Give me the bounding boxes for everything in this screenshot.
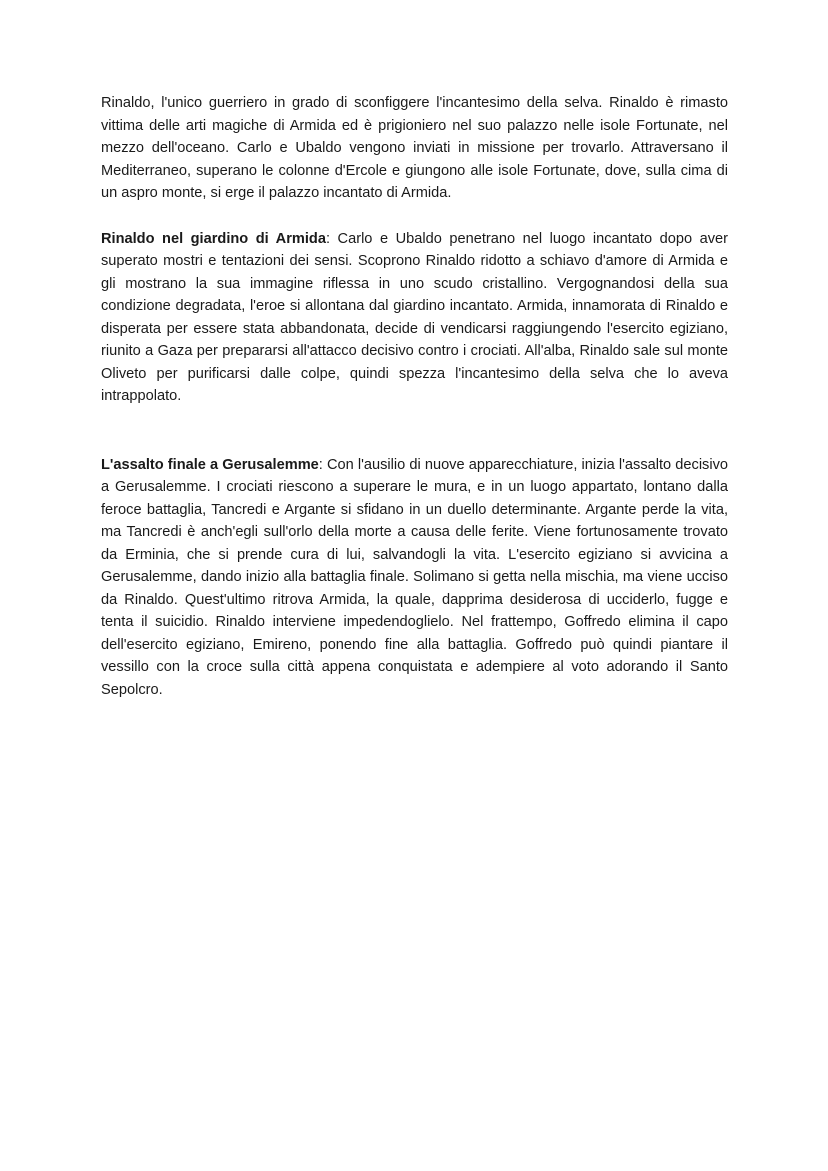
paragraph-assalto-finale: [101, 454, 728, 702]
paragraph-1-text: Rinaldo, l'unico guerriero in grado di sconfiggere l'incantesimo della selva. Rinaldo è rimasto vittima delle arti magiche di Armida ed è prigioniero nel suo palazzo nelle isole Fortunate, nel mezzo dell'oceano. Carlo e Ubaldo vengono inviati in missione per trovarlo. Attraversano il Mediterraneo, superano le colonne d'Ercole e giungono alle isole Fortunate, dove, sulla cima di un aspro monte, si erge il palazzo incantato di Armida.: [101, 95, 728, 201]
paragraph-giardino-armida: [101, 228, 728, 408]
paragraph-spacer: [101, 408, 728, 454]
section-heading-giardino: Rinaldo nel giardino di Armida: [101, 230, 326, 247]
document-page: [101, 92, 728, 701]
paragraph-3-text: : Con l'ausilio di nuove apparecchiature, inizia l'assalto decisivo a Gerusalemme. I crociati riescono a superare le mura, e in un luogo appartato, lontano dalla feroce battaglia, Tancredi e Argante si sfidano in un duello determinante. Argante perde la vita, ma Tancredi è anch'egli sull'orlo della morte a causa delle ferite. Viene fortunosamente trovato da Erminia, che si prende cura di lui, salvandogli la vita. L'esercito egiziano si avvicina a Gerusalemme, dando inizio alla battaglia finale. Solimano si getta nella mischia, ma viene ucciso da Rinaldo. Quest'ultimo ritrova Armida, la quale, dapprima desiderosa di ucciderlo, fugge e tenta il suicidio. Rinaldo interviene impedendoglielo. Nel frattempo, Goffredo elimina il capo dell'esercito egiziano, Emireno, ponendo fine alla battaglia. Goffredo può quindi piantare il vessillo con la croce sulla città appena conquistata e adempiere al voto adorando il Santo Sepolcro.: [101, 456, 729, 698]
paragraph-spacer: [101, 205, 728, 228]
section-heading-assalto: L'assalto finale a Gerusalemme: [101, 456, 319, 473]
paragraph-rinaldo-intro: [101, 92, 728, 205]
paragraph-2-text: : Carlo e Ubaldo penetrano nel luogo incantato dopo aver superato mostri e tentazioni dei sensi. Scoprono Rinaldo ridotto a schiavo d'amore di Armida e gli mostrano la sua immagine riflessa in uno scudo cristallino. Vergognandosi della sua condizione degradata, l'eroe si allontana dal giardino incantato. Armida, innamorata di Rinaldo e disperata per essere stata abbandonata, decide di vendicarsi raggiungendo l'esercito egiziano, riunito a Gaza per prepararsi all'attacco decisivo contro i crociati. All'alba, Rinaldo sale sul monte Oliveto per purificarsi dalle colpe, quindi spezza l'incantesimo della selva che lo aveva intrappolato.: [101, 230, 728, 404]
